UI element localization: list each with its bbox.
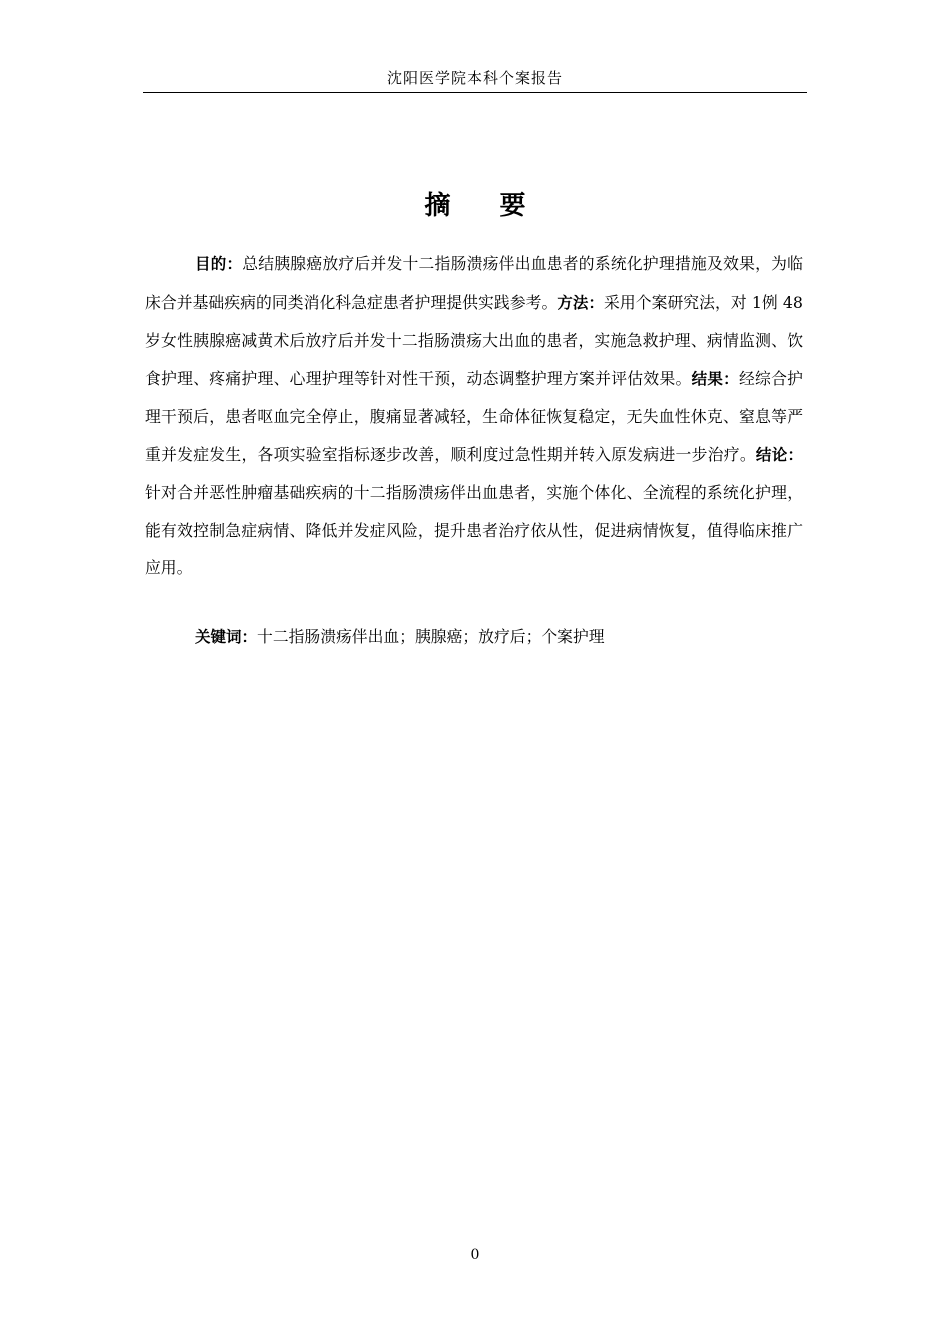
keywords-line xyxy=(145,618,803,657)
abstract-body xyxy=(145,245,803,587)
keywords-label: 关键词： xyxy=(195,628,258,646)
abstract-title: 摘 要 xyxy=(424,191,546,221)
page-header-title: 沈阳医学院本科个案报告 xyxy=(386,69,563,87)
methods-label: 方法： xyxy=(557,293,605,312)
objective-label: 目的： xyxy=(195,255,243,273)
page-number: 0 xyxy=(470,1247,480,1263)
conclusion-text: 针对合并恶性肿瘤基础疾病的十二指肠溃疡伴出血患者，实施个体化、全流程的系统化护理，能有效控制急症病情、降低并发症风险，提升患者治疗依从性，促进病情恢复，值得临床推广应用。 xyxy=(145,483,803,577)
keywords-text: 十二指肠溃疡伴出血；胰腺癌；放疗后；个案护理 xyxy=(257,627,605,646)
conclusion-label: 结论： xyxy=(755,445,803,464)
results-label: 结果： xyxy=(691,369,739,388)
methods-text: 采用个案研究法，对 1例 48岁女性胰腺癌减黄术后放疗后并发十二指肠溃疡大出血的患者，实施急救护理、病情监测、饮食护理、疼痛护理、心理护理等针对性干预，动态调整护理方案并评估效果。 xyxy=(145,292,803,388)
objective-text: 总结胰腺癌放疗后并发十二指肠溃疡伴出血患者的系统化护理措施及效果，为临床合并基础疾病的同类消化科急症患者护理提供实践参考。 xyxy=(145,254,803,312)
header-divider xyxy=(143,92,807,93)
results-text: 经综合护理干预后，患者呕血完全停止，腹痛显著减轻，生命体征恢复稳定，无失血性休克、窒息等严重并发症发生，各项实验室指标逐步改善，顺利度过急性期并转入原发病进一步治疗。 xyxy=(145,368,803,464)
